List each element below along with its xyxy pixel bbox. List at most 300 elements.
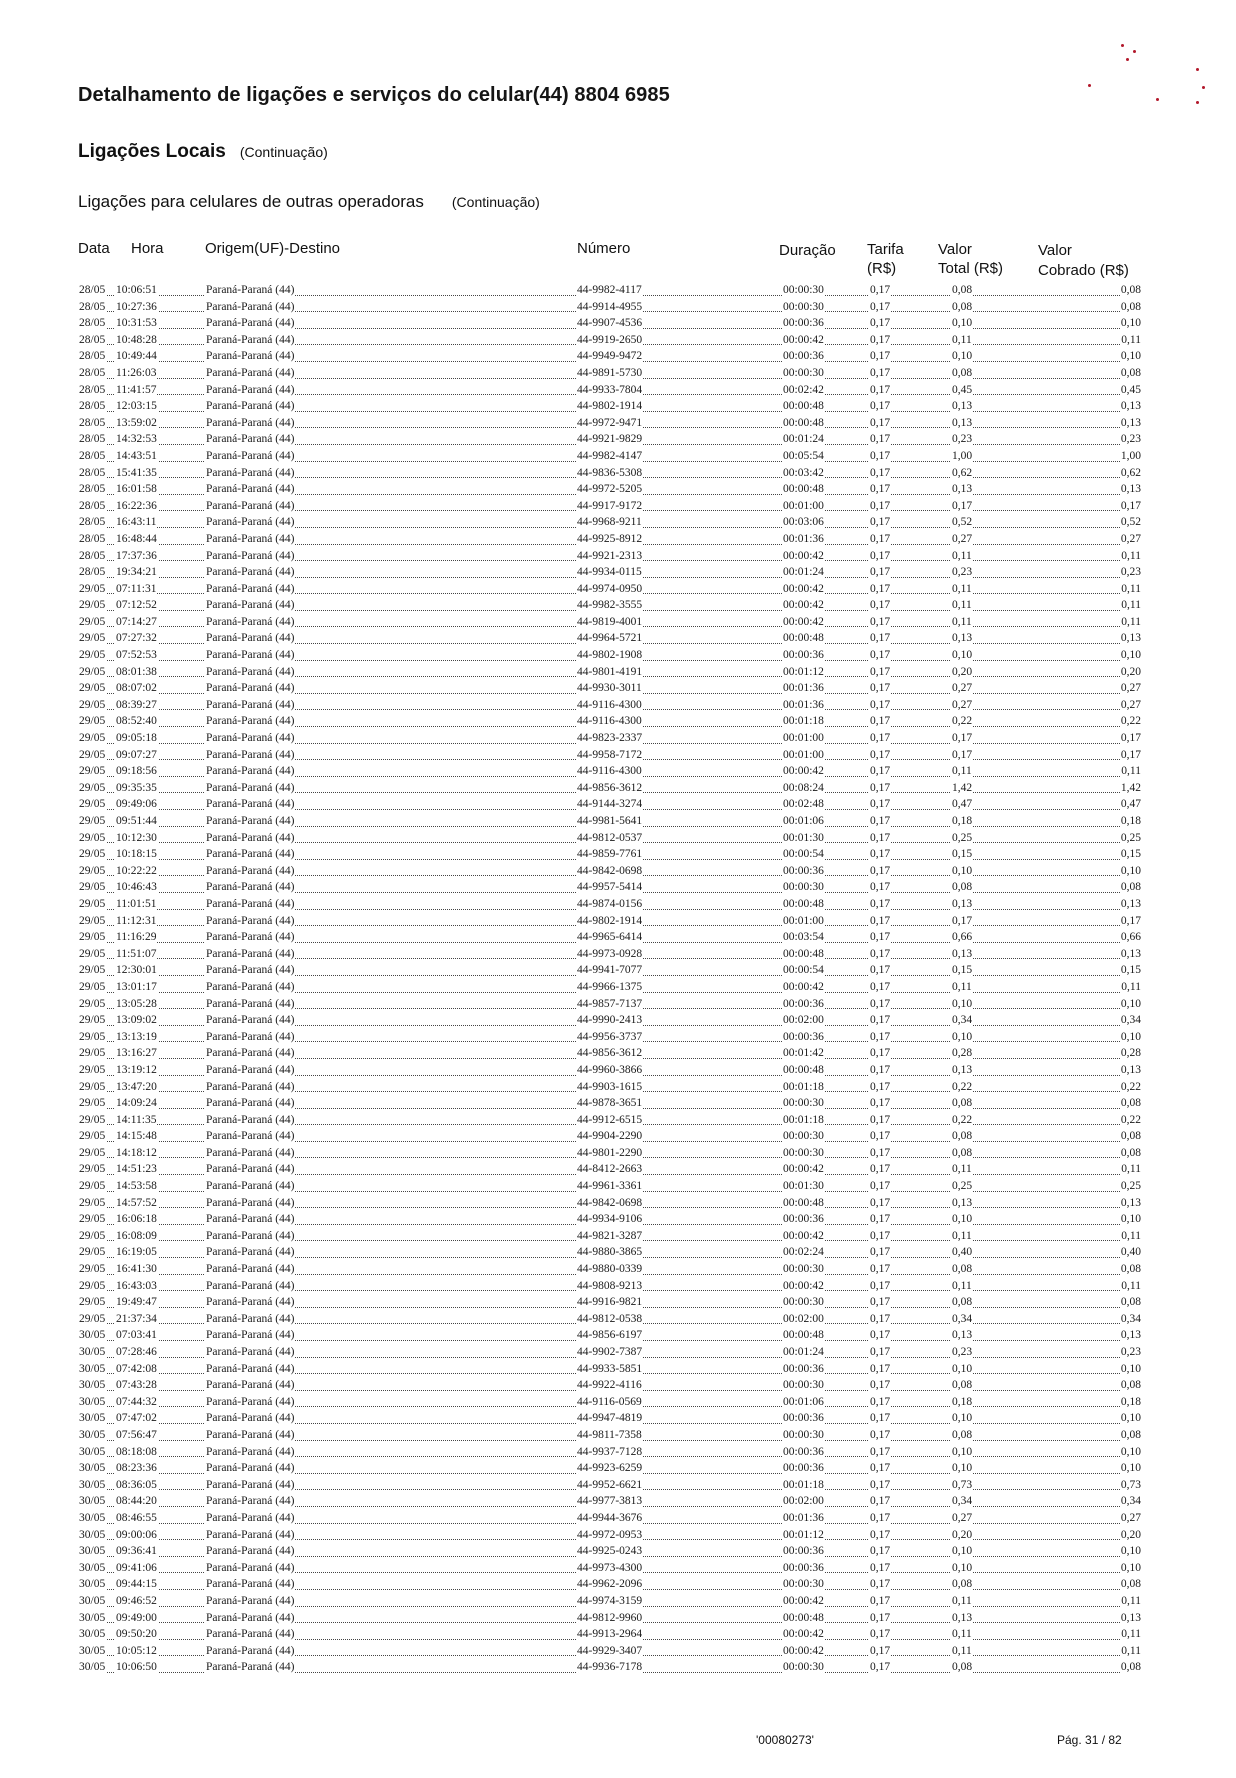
cell-rate: 0,17 <box>869 398 891 415</box>
cell-origin-destination: Paraná-Paraná (44) <box>205 282 295 299</box>
cell-origin-destination: Paraná-Paraná (44) <box>205 846 295 863</box>
cell-origin-destination: Paraná-Paraná (44) <box>205 348 295 365</box>
cell-rate: 0,17 <box>869 1659 891 1676</box>
column-header-valor-cobrado-unit: Cobrado (R$) <box>1038 262 1129 279</box>
cell-number: 44-9917-9172 <box>576 498 643 515</box>
table-row <box>78 481 1142 498</box>
cell-duration: 00:00:48 <box>782 1062 825 1079</box>
cell-rate: 0,17 <box>869 315 891 332</box>
table-row <box>78 1095 1142 1112</box>
cell-origin-destination: Paraná-Paraná (44) <box>205 1045 295 1062</box>
cell-rate: 0,17 <box>869 1079 891 1096</box>
table-row <box>78 1012 1142 1029</box>
cell-duration: 00:01:18 <box>782 1112 825 1129</box>
cell-total-value: 1,00 <box>951 448 973 465</box>
cell-date: 30/05 <box>78 1410 106 1427</box>
table-row <box>78 1161 1142 1178</box>
cell-number: 44-9819-4001 <box>576 614 643 631</box>
cell-duration: 00:01:36 <box>782 1510 825 1527</box>
cell-origin-destination: Paraná-Paraná (44) <box>205 1327 295 1344</box>
cell-total-value: 0,22 <box>951 713 973 730</box>
cell-charged-value: 0,23 <box>1120 431 1142 448</box>
table-row <box>78 747 1142 764</box>
cell-number: 44-9921-2313 <box>576 548 643 565</box>
cell-charged-value: 0,10 <box>1120 1361 1142 1378</box>
cell-number: 44-9929-3407 <box>576 1643 643 1660</box>
cell-duration: 00:00:30 <box>782 365 825 382</box>
cell-total-value: 0,11 <box>951 1643 973 1660</box>
cell-number: 44-9859-7761 <box>576 846 643 863</box>
cell-charged-value: 0,62 <box>1120 465 1142 482</box>
cell-number: 44-9972-9471 <box>576 415 643 432</box>
cell-date: 30/05 <box>78 1560 106 1577</box>
cell-rate: 0,17 <box>869 1510 891 1527</box>
subsection-title <box>78 192 540 212</box>
cell-number: 44-9973-0928 <box>576 946 643 963</box>
cell-rate: 0,17 <box>869 1493 891 1510</box>
ink-speck <box>1133 50 1136 53</box>
ink-speck <box>1088 84 1091 87</box>
table-row <box>78 1659 1142 1676</box>
table-row <box>78 929 1142 946</box>
cell-charged-value: 0,10 <box>1120 1211 1142 1228</box>
cell-date: 29/05 <box>78 614 106 631</box>
cell-origin-destination: Paraná-Paraná (44) <box>205 415 295 432</box>
table-row <box>78 630 1142 647</box>
cell-origin-destination: Paraná-Paraná (44) <box>205 581 295 598</box>
cell-number: 44-9933-7804 <box>576 382 643 399</box>
cell-number: 44-9973-4300 <box>576 1560 643 1577</box>
cell-origin-destination: Paraná-Paraná (44) <box>205 1361 295 1378</box>
cell-origin-destination: Paraná-Paraná (44) <box>205 564 295 581</box>
cell-date: 29/05 <box>78 581 106 598</box>
cell-charged-value: 0,27 <box>1120 680 1142 697</box>
cell-number: 44-9960-3866 <box>576 1062 643 1079</box>
cell-rate: 0,17 <box>869 647 891 664</box>
cell-date: 28/05 <box>78 448 106 465</box>
table-row <box>78 713 1142 730</box>
cell-origin-destination: Paraná-Paraná (44) <box>205 498 295 515</box>
cell-date: 29/05 <box>78 1311 106 1328</box>
section-continuation: (Continuação) <box>239 144 328 160</box>
cell-number: 44-9966-1375 <box>576 979 643 996</box>
cell-date: 29/05 <box>78 830 106 847</box>
cell-time: 07:42:08 <box>115 1361 158 1378</box>
cell-total-value: 0,27 <box>951 531 973 548</box>
cell-date: 28/05 <box>78 531 106 548</box>
cell-duration: 00:00:36 <box>782 1361 825 1378</box>
cell-total-value: 0,66 <box>951 929 973 946</box>
cell-number: 44-9116-4300 <box>576 713 643 730</box>
cell-number: 44-9812-9960 <box>576 1610 643 1627</box>
cell-origin-destination: Paraná-Paraná (44) <box>205 514 295 531</box>
cell-origin-destination: Paraná-Paraná (44) <box>205 1576 295 1593</box>
cell-number: 44-9921-9829 <box>576 431 643 448</box>
cell-origin-destination: Paraná-Paraná (44) <box>205 863 295 880</box>
cell-duration: 00:03:54 <box>782 929 825 946</box>
cell-total-value: 0,13 <box>951 946 973 963</box>
cell-total-value: 0,25 <box>951 830 973 847</box>
cell-total-value: 0,47 <box>951 796 973 813</box>
cell-time: 08:01:38 <box>115 664 158 681</box>
cell-total-value: 0,45 <box>951 382 973 399</box>
table-row <box>78 1377 1142 1394</box>
cell-origin-destination: Paraná-Paraná (44) <box>205 1128 295 1145</box>
cell-duration: 00:01:06 <box>782 1394 825 1411</box>
cell-duration: 00:02:42 <box>782 382 825 399</box>
cell-charged-value: 0,10 <box>1120 1410 1142 1427</box>
cell-total-value: 0,10 <box>951 1361 973 1378</box>
cell-rate: 0,17 <box>869 1610 891 1627</box>
cell-charged-value: 0,13 <box>1120 1195 1142 1212</box>
cell-duration: 00:00:48 <box>782 896 825 913</box>
column-header-valor-cobrado: Valor <box>1038 242 1072 259</box>
table-row <box>78 1576 1142 1593</box>
cell-number: 44-9982-4117 <box>576 282 643 299</box>
cell-total-value: 0,62 <box>951 465 973 482</box>
cell-charged-value: 0,08 <box>1120 1377 1142 1394</box>
cell-number: 44-9952-6621 <box>576 1477 643 1494</box>
cell-duration: 00:01:00 <box>782 498 825 515</box>
cell-number: 44-9934-0115 <box>576 564 643 581</box>
table-row <box>78 680 1142 697</box>
cell-charged-value: 1,42 <box>1120 780 1142 797</box>
cell-duration: 00:00:42 <box>782 597 825 614</box>
cell-charged-value: 0,20 <box>1120 1527 1142 1544</box>
cell-origin-destination: Paraná-Paraná (44) <box>205 996 295 1013</box>
cell-charged-value: 0,13 <box>1120 946 1142 963</box>
cell-charged-value: 0,10 <box>1120 1444 1142 1461</box>
cell-origin-destination: Paraná-Paraná (44) <box>205 1311 295 1328</box>
cell-origin-destination: Paraná-Paraná (44) <box>205 962 295 979</box>
cell-rate: 0,17 <box>869 365 891 382</box>
cell-number: 44-9842-0698 <box>576 1195 643 1212</box>
cell-total-value: 0,11 <box>951 548 973 565</box>
cell-date: 30/05 <box>78 1327 106 1344</box>
cell-number: 44-9821-3287 <box>576 1228 643 1245</box>
cell-rate: 0,17 <box>869 1095 891 1112</box>
table-row <box>78 315 1142 332</box>
cell-time: 09:05:18 <box>115 730 158 747</box>
cell-date: 30/05 <box>78 1543 106 1560</box>
table-row <box>78 415 1142 432</box>
cell-time: 09:35:35 <box>115 780 158 797</box>
cell-time: 10:46:43 <box>115 879 158 896</box>
cell-origin-destination: Paraná-Paraná (44) <box>205 664 295 681</box>
cell-time: 13:59:02 <box>115 415 158 432</box>
cell-duration: 00:01:18 <box>782 1079 825 1096</box>
table-row <box>78 531 1142 548</box>
cell-rate: 0,17 <box>869 614 891 631</box>
cell-total-value: 0,10 <box>951 1211 973 1228</box>
cell-charged-value: 0,10 <box>1120 1029 1142 1046</box>
table-row <box>78 730 1142 747</box>
cell-number: 44-9811-7358 <box>576 1427 643 1444</box>
cell-origin-destination: Paraná-Paraná (44) <box>205 946 295 963</box>
cell-total-value: 0,28 <box>951 1045 973 1062</box>
cell-charged-value: 0,08 <box>1120 1659 1142 1676</box>
cell-origin-destination: Paraná-Paraná (44) <box>205 1228 295 1245</box>
cell-duration: 00:00:30 <box>782 1427 825 1444</box>
cell-duration: 00:01:24 <box>782 1344 825 1361</box>
cell-time: 16:08:09 <box>115 1228 158 1245</box>
section-title-text: Ligações Locais <box>78 141 226 162</box>
cell-number: 44-9801-4191 <box>576 664 643 681</box>
cell-charged-value: 0,25 <box>1120 1178 1142 1195</box>
cell-rate: 0,17 <box>869 796 891 813</box>
cell-duration: 00:01:06 <box>782 813 825 830</box>
cell-date: 28/05 <box>78 415 106 432</box>
cell-time: 13:19:12 <box>115 1062 158 1079</box>
table-row <box>78 1244 1142 1261</box>
cell-charged-value: 0,11 <box>1120 614 1142 631</box>
cell-total-value: 0,08 <box>951 299 973 316</box>
cell-date: 30/05 <box>78 1377 106 1394</box>
cell-duration: 00:02:00 <box>782 1311 825 1328</box>
cell-duration: 00:01:36 <box>782 697 825 714</box>
column-header-valor-total-unit: Total (R$) <box>938 260 1004 277</box>
ink-speck <box>1196 101 1199 104</box>
cell-total-value: 0,08 <box>951 1294 973 1311</box>
cell-charged-value: 0,11 <box>1120 1228 1142 1245</box>
cell-date: 28/05 <box>78 365 106 382</box>
cell-date: 28/05 <box>78 498 106 515</box>
cell-number: 44-9937-7128 <box>576 1444 643 1461</box>
cell-charged-value: 0,13 <box>1120 415 1142 432</box>
cell-duration: 00:00:30 <box>782 1128 825 1145</box>
cell-origin-destination: Paraná-Paraná (44) <box>205 896 295 913</box>
cell-rate: 0,17 <box>869 1311 891 1328</box>
cell-rate: 0,17 <box>869 962 891 979</box>
table-row <box>78 996 1142 1013</box>
cell-origin-destination: Paraná-Paraná (44) <box>205 1477 295 1494</box>
cell-rate: 0,17 <box>869 1278 891 1295</box>
cell-date: 29/05 <box>78 763 106 780</box>
cell-origin-destination: Paraná-Paraná (44) <box>205 365 295 382</box>
cell-duration: 00:00:42 <box>782 1161 825 1178</box>
cell-rate: 0,17 <box>869 996 891 1013</box>
table-row <box>78 830 1142 847</box>
cell-charged-value: 0,08 <box>1120 282 1142 299</box>
cell-time: 10:22:22 <box>115 863 158 880</box>
cell-origin-destination: Paraná-Paraná (44) <box>205 548 295 565</box>
table-row <box>78 1311 1142 1328</box>
cell-time: 15:41:35 <box>115 465 158 482</box>
cell-origin-destination: Paraná-Paraná (44) <box>205 1278 295 1295</box>
cell-total-value: 0,25 <box>951 1178 973 1195</box>
cell-total-value: 0,10 <box>951 863 973 880</box>
cell-charged-value: 0,11 <box>1120 332 1142 349</box>
cell-charged-value: 0,17 <box>1120 747 1142 764</box>
cell-charged-value: 0,08 <box>1120 299 1142 316</box>
document-title: Detalhamento de ligações e serviços do celular(44) 8804 6985 <box>78 84 670 106</box>
cell-charged-value: 0,34 <box>1120 1012 1142 1029</box>
cell-time: 19:34:21 <box>115 564 158 581</box>
cell-number: 44-9974-3159 <box>576 1593 643 1610</box>
cell-total-value: 0,52 <box>951 514 973 531</box>
cell-time: 10:05:12 <box>115 1643 158 1660</box>
cell-total-value: 0,08 <box>951 282 973 299</box>
cell-number: 44-9812-0538 <box>576 1311 643 1328</box>
cell-rate: 0,17 <box>869 1228 891 1245</box>
cell-rate: 0,17 <box>869 564 891 581</box>
cell-duration: 00:00:30 <box>782 299 825 316</box>
cell-rate: 0,17 <box>869 1012 891 1029</box>
table-row <box>78 581 1142 598</box>
cell-rate: 0,17 <box>869 382 891 399</box>
table-row <box>78 548 1142 565</box>
cell-duration: 00:01:42 <box>782 1045 825 1062</box>
cell-number: 44-9972-5205 <box>576 481 643 498</box>
table-row <box>78 1261 1142 1278</box>
table-row <box>78 597 1142 614</box>
cell-rate: 0,17 <box>869 1543 891 1560</box>
cell-date: 28/05 <box>78 514 106 531</box>
cell-charged-value: 0,13 <box>1120 398 1142 415</box>
cell-origin-destination: Paraná-Paraná (44) <box>205 747 295 764</box>
cell-origin-destination: Paraná-Paraná (44) <box>205 448 295 465</box>
cell-total-value: 0,34 <box>951 1311 973 1328</box>
cell-origin-destination: Paraná-Paraná (44) <box>205 1344 295 1361</box>
table-row <box>78 299 1142 316</box>
table-row <box>78 879 1142 896</box>
cell-total-value: 0,08 <box>951 1377 973 1394</box>
cell-total-value: 0,15 <box>951 846 973 863</box>
cell-charged-value: 0,10 <box>1120 1560 1142 1577</box>
table-row <box>78 514 1142 531</box>
cell-time: 13:13:19 <box>115 1029 158 1046</box>
cell-time: 09:51:44 <box>115 813 158 830</box>
cell-total-value: 0,23 <box>951 431 973 448</box>
cell-duration: 00:00:36 <box>782 1410 825 1427</box>
cell-number: 44-9958-7172 <box>576 747 643 764</box>
cell-time: 11:51:07 <box>115 946 157 963</box>
table-row <box>78 1278 1142 1295</box>
cell-number: 44-9116-4300 <box>576 697 643 714</box>
cell-charged-value: 0,17 <box>1120 498 1142 515</box>
cell-rate: 0,17 <box>869 830 891 847</box>
cell-origin-destination: Paraná-Paraná (44) <box>205 481 295 498</box>
cell-number: 44-9801-2290 <box>576 1145 643 1162</box>
cell-duration: 00:00:36 <box>782 647 825 664</box>
cell-total-value: 0,23 <box>951 1344 973 1361</box>
cell-total-value: 0,08 <box>951 1576 973 1593</box>
table-row <box>78 846 1142 863</box>
table-row <box>78 1527 1142 1544</box>
cell-origin-destination: Paraná-Paraná (44) <box>205 1560 295 1577</box>
cell-total-value: 0,08 <box>951 365 973 382</box>
cell-number: 44-9802-1914 <box>576 398 643 415</box>
cell-rate: 0,17 <box>869 1145 891 1162</box>
cell-rate: 0,17 <box>869 531 891 548</box>
cell-rate: 0,17 <box>869 630 891 647</box>
cell-rate: 0,17 <box>869 332 891 349</box>
cell-date: 29/05 <box>78 896 106 913</box>
cell-date: 30/05 <box>78 1361 106 1378</box>
table-row <box>78 1211 1142 1228</box>
cell-duration: 00:00:42 <box>782 1626 825 1643</box>
cell-number: 44-9880-3865 <box>576 1244 643 1261</box>
ink-speck <box>1126 58 1129 61</box>
cell-total-value: 0,10 <box>951 647 973 664</box>
cell-date: 29/05 <box>78 730 106 747</box>
ink-speck <box>1202 86 1205 89</box>
cell-charged-value: 0,34 <box>1120 1311 1142 1328</box>
cell-total-value: 0,11 <box>951 597 973 614</box>
cell-origin-destination: Paraná-Paraná (44) <box>205 1643 295 1660</box>
cell-charged-value: 0,13 <box>1120 1327 1142 1344</box>
cell-time: 10:18:15 <box>115 846 158 863</box>
cell-number: 44-9974-0950 <box>576 581 643 598</box>
cell-duration: 00:00:42 <box>782 581 825 598</box>
cell-number: 44-9919-2650 <box>576 332 643 349</box>
cell-number: 44-9836-5308 <box>576 465 643 482</box>
cell-date: 29/05 <box>78 1128 106 1145</box>
cell-date: 28/05 <box>78 299 106 316</box>
table-row <box>78 1410 1142 1427</box>
cell-time: 14:57:52 <box>115 1195 158 1212</box>
cell-origin-destination: Paraná-Paraná (44) <box>205 1377 295 1394</box>
table-row <box>78 431 1142 448</box>
cell-rate: 0,17 <box>869 597 891 614</box>
table-row <box>78 1128 1142 1145</box>
cell-date: 30/05 <box>78 1477 106 1494</box>
cell-total-value: 0,17 <box>951 730 973 747</box>
cell-time: 13:09:02 <box>115 1012 158 1029</box>
cell-charged-value: 0,22 <box>1120 1112 1142 1129</box>
cell-total-value: 0,13 <box>951 1195 973 1212</box>
cell-origin-destination: Paraná-Paraná (44) <box>205 630 295 647</box>
cell-rate: 0,17 <box>869 1444 891 1461</box>
cell-number: 44-9823-2337 <box>576 730 643 747</box>
table-row <box>78 614 1142 631</box>
cell-total-value: 0,08 <box>951 1659 973 1676</box>
cell-date: 29/05 <box>78 879 106 896</box>
cell-duration: 00:00:48 <box>782 481 825 498</box>
cell-date: 30/05 <box>78 1493 106 1510</box>
table-row <box>78 1394 1142 1411</box>
table-row <box>78 282 1142 299</box>
cell-total-value: 0,11 <box>951 332 973 349</box>
cell-number: 44-9856-3612 <box>576 780 643 797</box>
cell-duration: 00:01:36 <box>782 531 825 548</box>
cell-total-value: 0,18 <box>951 1394 973 1411</box>
cell-origin-destination: Paraná-Paraná (44) <box>205 1012 295 1029</box>
cell-total-value: 1,42 <box>951 780 973 797</box>
cell-origin-destination: Paraná-Paraná (44) <box>205 1593 295 1610</box>
cell-total-value: 0,10 <box>951 1560 973 1577</box>
cell-duration: 00:00:48 <box>782 1610 825 1627</box>
cell-total-value: 0,27 <box>951 697 973 714</box>
cell-time: 09:07:27 <box>115 747 158 764</box>
table-row <box>78 962 1142 979</box>
cell-duration: 00:00:42 <box>782 1228 825 1245</box>
cell-origin-destination: Paraná-Paraná (44) <box>205 465 295 482</box>
cell-total-value: 0,23 <box>951 564 973 581</box>
cell-duration: 00:00:30 <box>782 1145 825 1162</box>
cell-number: 44-9808-9213 <box>576 1278 643 1295</box>
cell-number: 44-9856-3612 <box>576 1045 643 1062</box>
cell-time: 09:44:15 <box>115 1576 158 1593</box>
cell-duration: 00:00:36 <box>782 996 825 1013</box>
cell-total-value: 0,11 <box>951 763 973 780</box>
cell-time: 08:07:02 <box>115 680 158 697</box>
cell-date: 29/05 <box>78 1029 106 1046</box>
cell-date: 29/05 <box>78 1244 106 1261</box>
cell-rate: 0,17 <box>869 548 891 565</box>
cell-date: 30/05 <box>78 1394 106 1411</box>
cell-charged-value: 0,10 <box>1120 996 1142 1013</box>
